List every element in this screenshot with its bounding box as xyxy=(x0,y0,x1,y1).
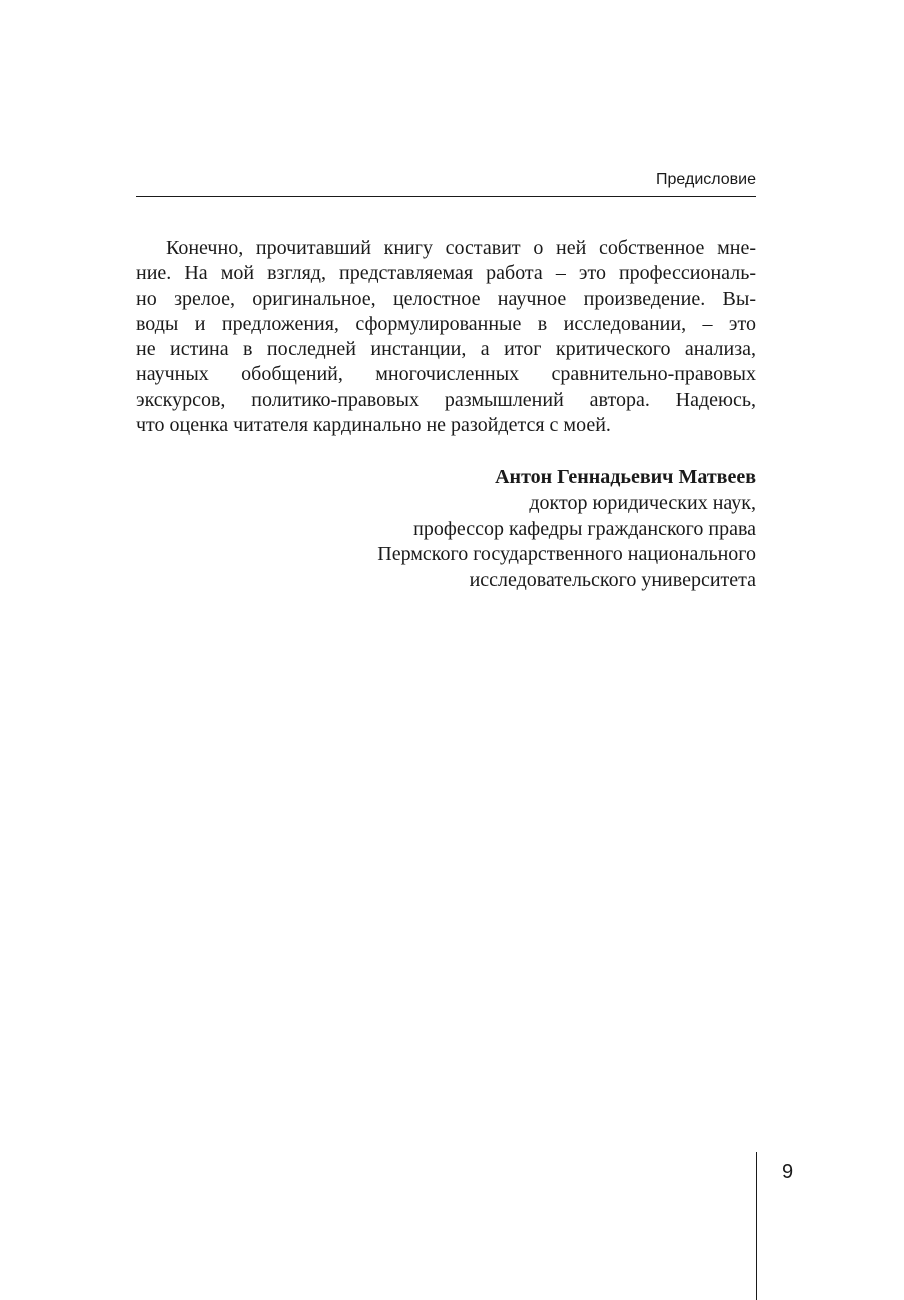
paragraph-line: но зрелое, оригинальное, целостное научное произведение. Вы- xyxy=(136,287,756,310)
author-credential: Пермского государственного национального xyxy=(377,543,756,566)
author-credential: доктор юридических наук, xyxy=(529,491,756,514)
body-paragraph xyxy=(136,236,756,438)
author-credential: профессор кафедры гражданского права xyxy=(413,517,756,540)
paragraph-line: что оценка читателя кардинально не разойдется с моей. xyxy=(136,414,611,437)
paragraph-line: экскурсов, политико-правовых размышлений автора. Надеюсь, xyxy=(136,388,756,411)
paragraph-line: ние. На мой взгляд, представляемая работа – это профессиональ- xyxy=(136,262,756,285)
header-rule xyxy=(136,196,756,197)
paragraph-line: Конечно, прочитавший книгу составит о ней собственное мне- xyxy=(166,237,756,259)
running-head: Предисловие xyxy=(656,171,756,188)
author-credential: исследовательского университета xyxy=(469,569,756,592)
paragraph-line: воды и предложения, сформулированные в исследовании, – это xyxy=(136,312,756,335)
signature-block xyxy=(136,465,756,594)
author-name: Антон Геннадьевич Матвеев xyxy=(495,466,756,488)
paragraph-line: научных обобщений, многочисленных сравнительно-правовых xyxy=(136,363,756,386)
paragraph-line: не истина в последней инстанции, а итог критического анализа, xyxy=(136,338,756,361)
page-number-rule xyxy=(756,1152,757,1300)
page-number: 9 xyxy=(782,1161,794,1183)
